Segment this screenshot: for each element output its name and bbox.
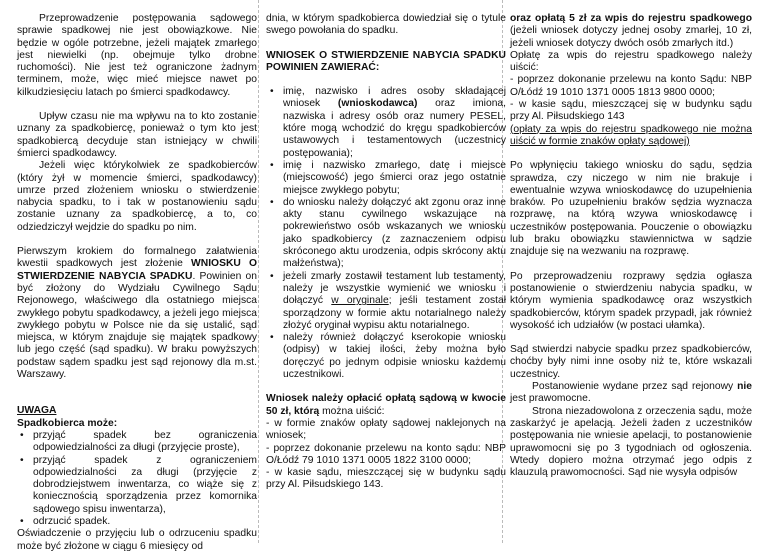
bullet-list xyxy=(17,430,257,528)
list-item: • przyjąć spadek bez ograniczenia odpowiedzialności za długi (przyjęcie proste), xyxy=(20,429,257,454)
bullet-icon: • xyxy=(270,332,274,344)
paragraph: Opłatę za wpis do rejestru spadkowego należy uiścić: xyxy=(510,49,752,74)
paragraph: Wniosek należy opłacić opłatą sądową w kwocie 50 zł, którą można uiścić: xyxy=(266,393,506,417)
paragraph: - w kasie sądu, mieszczącej się w budynku sądu przy Al. Piłsudskiego 143 xyxy=(510,99,752,123)
bullet-icon: • xyxy=(270,86,274,98)
section-heading: WNIOSEK O STWIERDZENIE NABYCIA SPADKU POWINIEN ZAWIERAĆ: xyxy=(266,49,506,73)
paragraph: Upływ czasu nie ma wpływu na to kto zostanie uznany za spadkobiercę, ponieważ o tym kto jest spadkobiercą decyduje stan istniejący w chwili śmierci spadkodawcy. xyxy=(17,111,257,159)
column-divider xyxy=(258,0,259,543)
paragraph: Oświadczenie o przyjęciu lub o odrzuceniu spadku może być złożone w ciągu 6 miesięcy od xyxy=(17,528,257,552)
bullet-icon: • xyxy=(270,196,274,208)
paragraph: (opłaty za wpis do rejestru spadkowego nie można uiścić w formie znaków opłaty sądowej) xyxy=(510,123,752,147)
paragraph: Przeprowadzenie postępowania sądowego sprawie spadkowej nie jest obowiązkowe. Nie będzie w ogóle potrzebne, jeżeli majątek zmarłego jest niewielki (np. obejmuje tylko drobne ruchomości). Nie jest też ograniczone żadnym terminem, może, więc mieć miejsce nawet po kilkudziesięciu latach po śmierci spadkodawcy. xyxy=(17,13,257,98)
paragraph: Po wpłynięciu takiego wniosku do sądu, sędzia sprawdza, czy niczego w nim nie brakuje i ewentualnie wzywa wnioskodawcę do uzupełnienia braków. Po uzupełnieniu braków sędzia wyznacza rozprawę, na którą wzywa wnioskodawcę i uczestników postępowania. Pouczenie o obowiązku lub braku obowiązku stawiennictwa w sądzie znajduje się na wezwaniu na rozprawę. xyxy=(510,160,752,258)
paragraph: Jeżeli więc którykolwiek ze spadkobierców (który żył w momencie śmierci, spadkodawcy) umrze przed złożeniem wniosku o stwierdzenie nabycia spadku, to i tak w postanowieniu sądu zostanie uznany za spadkobiercę, a to, co odziedziczył wejdzie do spadku po nim. xyxy=(17,160,257,233)
bullet-icon: • xyxy=(270,270,274,282)
paragraph: - poprzez dokonanie przelewu na konto Sądu: NBP O/Łódź 19 1010 1371 0005 1813 9800 0000; xyxy=(510,74,752,98)
bullet-icon: • xyxy=(270,159,274,171)
list-item: • imię, nazwisko i adres osoby składającej wniosek (wnioskodawca) oraz imiona, nazwiska i adresy osób oraz numery PESEL, które mogą wchodzić do kręgu spadkobierców ustawowych i testamentowych (uczestnicy postępowania); xyxy=(270,86,507,159)
paragraph: Sąd stwierdzi nabycie spadku przez spadkobierców, choćby były nimi inne osoby niż te, które wskazali uczestnicy. xyxy=(510,344,752,380)
list-item: • imię i nazwisko zmarłego, datę i miejsce (miejscowość) jego śmierci oraz jego ostatnie miejsce zwykłego pobytu; xyxy=(270,159,506,196)
subheading: Spadkobierca może: xyxy=(17,417,118,429)
bullet-icon: • xyxy=(20,429,24,441)
section-heading: UWAGA xyxy=(17,405,57,417)
paragraph: - w kasie sądu, mieszczącej się w budynku sądu przy Al. Piłsudskiego 143. xyxy=(266,467,506,491)
list-item: • do wniosku należy dołączyć akt zgonu oraz inne akty stanu cywilnego wskazujące na pokrewieństwo osób wskazanych we wniosku jako spadkobiercy (z zaznaczeniem odpisu skróconego aktu urodzenia, odpis skrócony aktu małżeństwa); xyxy=(270,196,506,270)
paragraph: Postanowienie wydane przez sąd rejonowy nie jest prawomocne. xyxy=(510,381,752,405)
list-item: • odrzucić spadek. xyxy=(20,515,111,527)
bullet-list xyxy=(266,86,506,381)
column-1 xyxy=(17,13,257,553)
list-item: • należy również dołączyć kserokopie wniosku (odpisy) w takiej ilości, żeby można było doręczyć po jednym odpisie wniosku każdemu uczestnikowi. xyxy=(270,332,506,381)
column-2 xyxy=(266,13,506,492)
paragraph: Po przeprowadzeniu rozprawy sędzia ogłasza postanowienie o stwierdzeniu nabycia spadku, w którym wymienia spadkodawcę oraz wszystkich spadkobierców, którym spadek przypadł, jak również wysokość ich udziałów (w postaci ułamka). xyxy=(510,270,752,331)
bullet-icon: • xyxy=(20,515,24,527)
bullet-icon: • xyxy=(20,454,24,466)
paragraph: - poprzez dokonanie przelewu na konto sądu: NBP O/Łódź 79 1010 1371 0005 1822 3100 0000; xyxy=(266,442,506,466)
paragraph: Strona niezadowolona z orzeczenia sądu, może zaskarżyć je apelacją. Jeżeli żaden z uczestników postępowania nie wniesie apelacji, to postanowienie uprawomocni się po 3 tygodniach od ogłoszenia. Wtedy dopiero można otrzymać jego odpis z klauzulą prawomocności. Sąd nie wysyła odpisów xyxy=(510,405,752,479)
emphasis: WNIOSKU O STWIERDZENIE NABYCIA SPADKU xyxy=(17,258,257,282)
list-item: • przyjąć spadek z ograniczeniem odpowiedzialności za długi (przyjęcie z dobrodziejstwem inwentarza, co wiąże się z koniecznością sporządzenia przez komornika sądowego spisu inwentarza), xyxy=(20,454,257,515)
column-3 xyxy=(510,13,752,479)
list-item: • jeżeli zmarły zostawił testament lub testamenty, należy je wszystkie wymienić we wniosku i dołączyć w oryginale; jeśli testament został sporządzony w formie aktu notarialnego należy złożyć oryginał wypisu aktu notarialnego. xyxy=(270,270,506,331)
paragraph: Pierwszym krokiem do formalnego załatwienia kwestii spadkowych jest złożenie WNIOSKU O STWIERDZENIE NABYCIA SPADKU. Powinien on być złożony do Wydziału Cywilnego Sądu Rejonowego, właściwego dla ostatniego miejsca zwykłego pobytu spadkodawcy, a jeżeli jego miejsca zwykłego pobytu w Polsce nie da się ustalić, sąd miejsca, w którym znajduje się majątek spadkowy lub jego część (sąd spadku). W braku powyższych podstaw sądem spadku jest sąd rejonowy dla m.st. Warszawy. xyxy=(17,246,257,381)
paragraph: - w formie znaków opłaty sądowej naklejonych na wniosek; xyxy=(266,417,506,442)
paragraph: dnia, w którym spadkobierca dowiedział się o tytule swego powołania do spadku. xyxy=(266,13,506,37)
paragraph: oraz opłatą 5 zł za wpis do rejestru spadkowego (jeżeli wniosek dotyczy jednej osoby zmarłej, 10 zł, jeżeli wniosek dotyczy dwóch osób zmarłych itd.) xyxy=(510,13,752,49)
